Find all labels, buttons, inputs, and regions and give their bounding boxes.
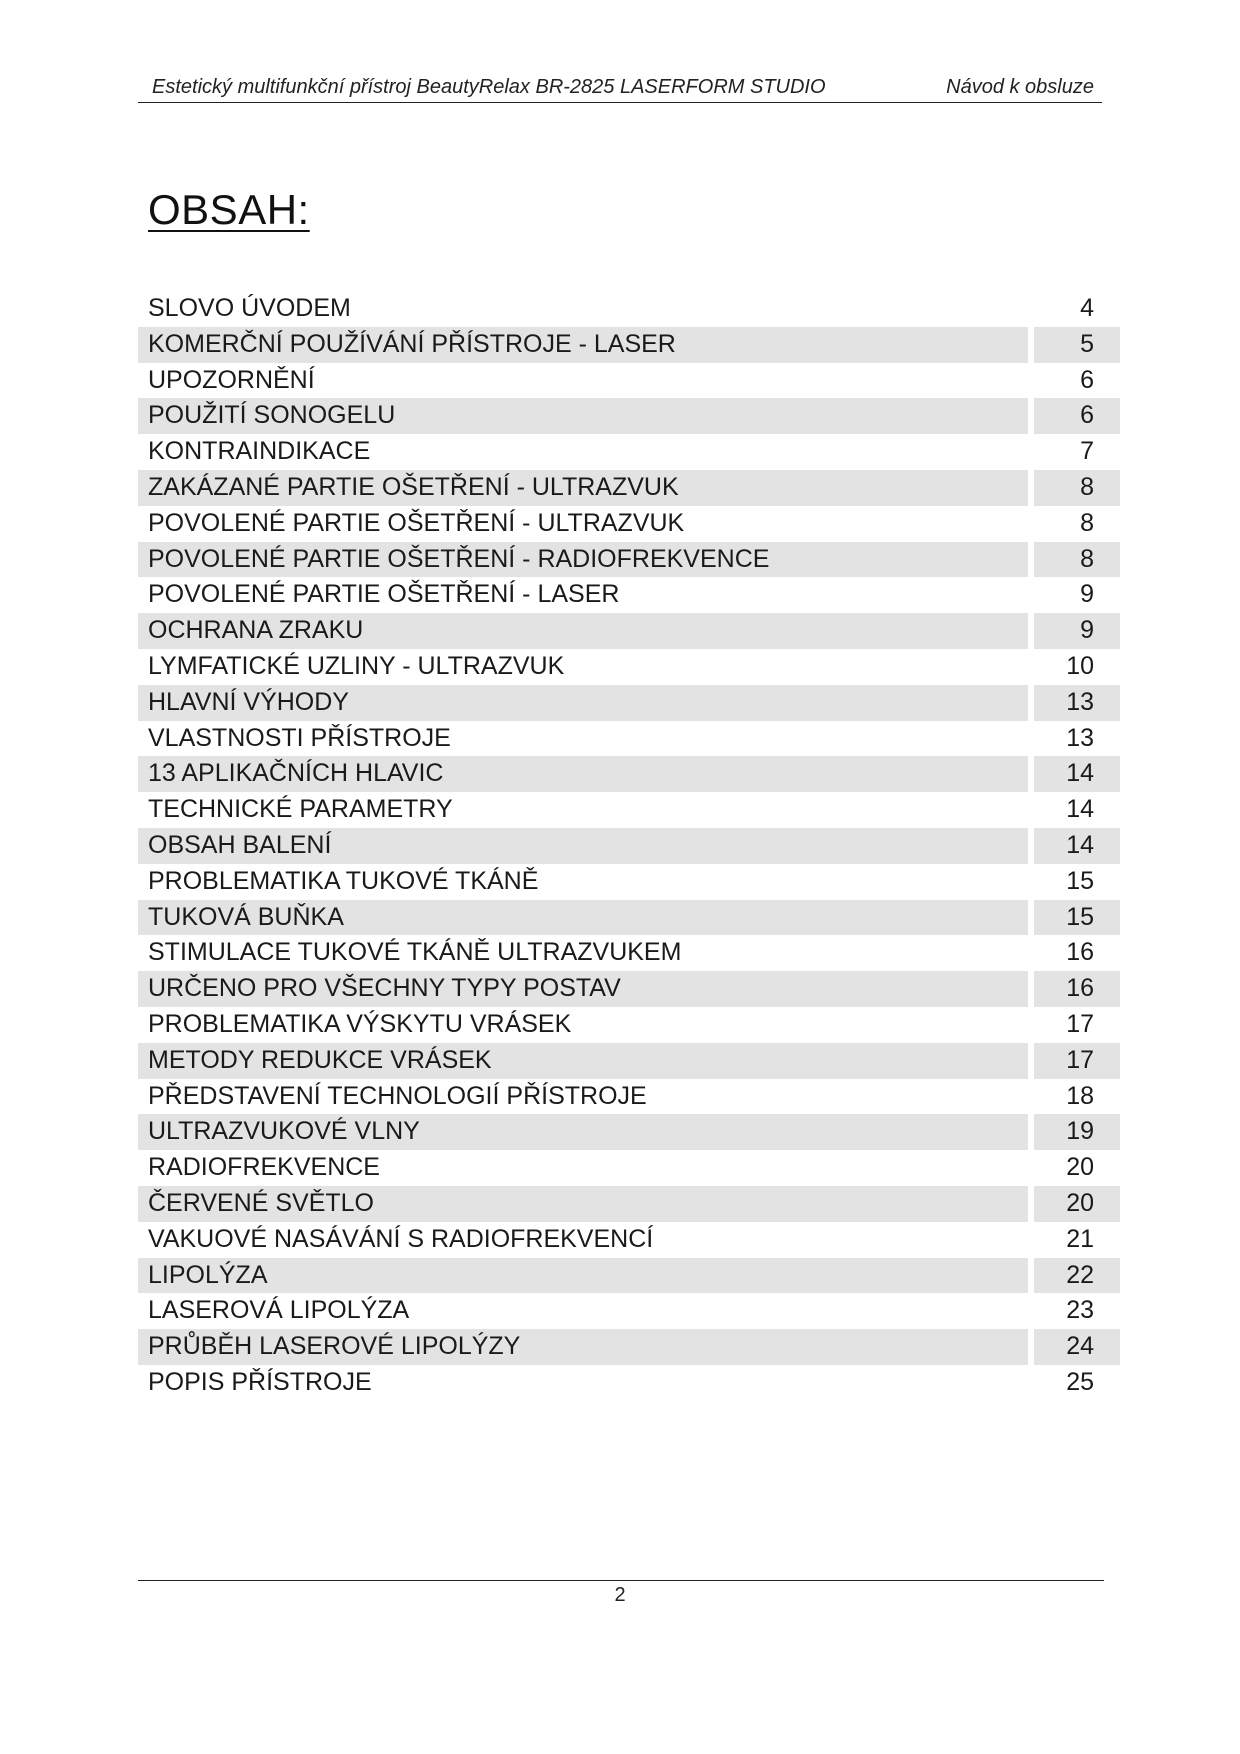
toc-entry[interactable] [138, 1186, 1120, 1222]
toc-entry[interactable] [138, 828, 1120, 864]
page-number: 2 [614, 1584, 626, 1606]
toc-entry[interactable] [138, 542, 1120, 578]
toc-entry[interactable] [138, 1365, 1120, 1401]
toc-entry-title: POVOLENÉ PARTIE OŠETŘENÍ - LASER [148, 580, 620, 609]
toc-entry-page: 8 [1080, 544, 1094, 573]
toc-entry-page: 25 [1066, 1367, 1094, 1396]
toc-entry[interactable] [138, 327, 1120, 363]
toc-entry[interactable] [138, 1150, 1120, 1186]
toc-entry-title: ULTRAZVUKOVÉ VLNY [148, 1117, 420, 1146]
toc-entry-page: 13 [1066, 723, 1094, 752]
toc-entry[interactable] [138, 1293, 1120, 1329]
toc-entry-title: ČERVENÉ SVĚTLO [148, 1188, 375, 1217]
toc-entry[interactable] [138, 1007, 1120, 1043]
toc-entry-page: 24 [1066, 1332, 1094, 1361]
toc-entry[interactable] [138, 792, 1120, 828]
toc-entry-title: SLOVO ÚVODEM [148, 294, 351, 322]
toc-entry-page: 14 [1066, 759, 1094, 788]
toc-entry-page: 16 [1066, 974, 1094, 1003]
toc-entry[interactable] [138, 363, 1120, 399]
toc-entry[interactable] [138, 291, 1120, 327]
toc-entry[interactable] [138, 613, 1120, 649]
toc-entry-title: TECHNICKÉ PARAMETRY [148, 795, 453, 824]
toc-entry-page: 21 [1066, 1224, 1094, 1253]
table-of-contents [138, 291, 1120, 1401]
toc-entry-title: POPIS PŘÍSTROJE [148, 1367, 372, 1396]
toc-entry-page: 17 [1066, 1045, 1094, 1074]
toc-entry-title: VLASTNOSTI PŘÍSTROJE [148, 723, 451, 752]
toc-entry-title: UPOZORNĚNÍ [148, 365, 315, 394]
toc-entry[interactable] [138, 685, 1120, 721]
toc-entry-title: RADIOFREKVENCE [148, 1153, 380, 1182]
toc-entry-page: 13 [1066, 687, 1094, 716]
toc-entry-page: 15 [1066, 902, 1094, 931]
toc-entry[interactable] [138, 864, 1120, 900]
toc-entry-title: ZAKÁZANÉ PARTIE OŠETŘENÍ - ULTRAZVUK [148, 472, 679, 501]
toc-entry[interactable] [138, 721, 1120, 757]
toc-entry-title: LASEROVÁ LIPOLÝZA [148, 1296, 410, 1325]
toc-entry-title: LYMFATICKÉ UZLINY - ULTRAZVUK [148, 651, 565, 680]
toc-entry-page: 22 [1066, 1260, 1094, 1289]
toc-entry-title: PRŮBĚH LASEROVÉ LIPOLÝZY [148, 1332, 521, 1361]
toc-entry[interactable] [138, 506, 1120, 542]
toc-entry-title: METODY REDUKCE VRÁSEK [148, 1045, 492, 1074]
toc-entry[interactable] [138, 1114, 1120, 1150]
toc-entry-title: POVOLENÉ PARTIE OŠETŘENÍ - RADIOFREKVENCE [148, 544, 770, 573]
toc-entry-title: URČENO PRO VŠECHNY TYPY POSTAV [148, 974, 621, 1003]
toc-entry[interactable] [138, 1079, 1120, 1115]
toc-entry-page: 4 [1080, 294, 1094, 322]
toc-entry-title: LIPOLÝZA [148, 1260, 268, 1289]
toc-entry[interactable] [138, 470, 1120, 506]
footer-divider [138, 1580, 1104, 1581]
toc-entry-page: 8 [1080, 472, 1094, 501]
toc-entry-page: 6 [1080, 365, 1094, 394]
toc-entry[interactable] [138, 1258, 1120, 1294]
toc-entry-page: 17 [1066, 1009, 1094, 1038]
toc-entry-page: 10 [1066, 651, 1094, 680]
toc-entry[interactable] [138, 434, 1120, 470]
toc-entry-page: 7 [1080, 437, 1094, 466]
toc-entry[interactable] [138, 1043, 1120, 1079]
toc-entry-page: 6 [1080, 401, 1094, 430]
toc-entry-page: 20 [1066, 1153, 1094, 1182]
toc-entry-page: 14 [1066, 830, 1094, 859]
toc-entry-page: 9 [1080, 616, 1094, 645]
toc-entry-page: 15 [1066, 866, 1094, 895]
toc-entry-title: OBSAH BALENÍ [148, 830, 332, 859]
toc-entry-page: 23 [1066, 1296, 1094, 1325]
toc-entry[interactable] [138, 398, 1120, 434]
toc-entry[interactable] [138, 1222, 1120, 1258]
toc-entry-title: POUŽITÍ SONOGELU [148, 401, 396, 430]
page-header [138, 74, 1102, 103]
header-document-title: Estetický multifunkční přístroj BeautyRelax BR-2825 LASERFORM STUDIO [152, 76, 826, 98]
toc-entry-title: OCHRANA ZRAKU [148, 616, 364, 645]
toc-entry-title: TUKOVÁ BUŇKA [148, 902, 344, 931]
toc-entry[interactable] [138, 649, 1120, 685]
toc-entry[interactable] [138, 577, 1120, 613]
toc-entry-page: 14 [1066, 795, 1094, 824]
toc-entry-title: 13 APLIKAČNÍCH HLAVIC [148, 759, 444, 788]
toc-entry-title: PROBLEMATIKA VÝSKYTU VRÁSEK [148, 1009, 572, 1038]
page-title: OBSAH: [148, 186, 310, 233]
toc-entry-page: 5 [1080, 329, 1094, 358]
toc-entry-page: 19 [1066, 1117, 1094, 1146]
toc-entry-title: PŘEDSTAVENÍ TECHNOLOGIÍ PŘÍSTROJE [148, 1081, 647, 1110]
toc-entry-title: HLAVNÍ VÝHODY [148, 687, 349, 716]
toc-entry[interactable] [138, 756, 1120, 792]
toc-entry[interactable] [138, 971, 1120, 1007]
header-manual-label: Návod k obsluze [946, 76, 1094, 98]
toc-entry[interactable] [138, 1329, 1120, 1365]
toc-entry-page: 20 [1066, 1188, 1094, 1217]
toc-entry[interactable] [138, 900, 1120, 936]
toc-entry-title: POVOLENÉ PARTIE OŠETŘENÍ - ULTRAZVUK [148, 508, 685, 537]
toc-entry-page: 16 [1066, 938, 1094, 967]
toc-entry-title: KOMERČNÍ POUŽÍVÁNÍ PŘÍSTROJE - LASER [148, 329, 676, 358]
toc-entry-title: PROBLEMATIKA TUKOVÉ TKÁNĚ [148, 866, 539, 895]
toc-entry-page: 8 [1080, 508, 1094, 537]
toc-entry-title: VAKUOVÉ NASÁVÁNÍ S RADIOFREKVENCÍ [148, 1224, 654, 1253]
toc-entry-title: STIMULACE TUKOVÉ TKÁNĚ ULTRAZVUKEM [148, 938, 682, 967]
toc-entry[interactable] [138, 935, 1120, 971]
toc-entry-title: KONTRAINDIKACE [148, 437, 371, 466]
toc-entry-page: 9 [1080, 580, 1094, 609]
toc-entry-page: 18 [1066, 1081, 1094, 1110]
